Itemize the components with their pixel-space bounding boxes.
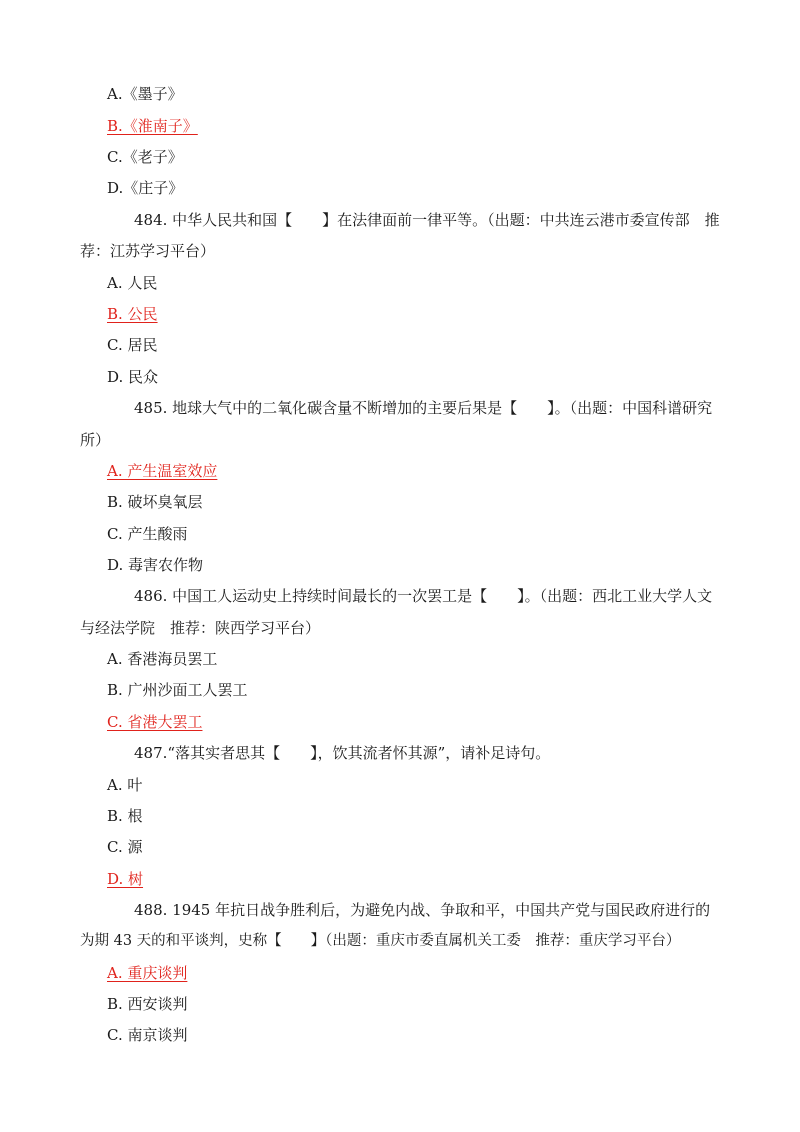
q485-option-d: D. 毒害农作物 [107, 556, 204, 574]
question-484-line2: 荐：江苏学习平台） [80, 242, 216, 260]
q488-option-b: B. 西安谈判 [107, 995, 188, 1013]
question-488-line1: 488. 1945 年抗日战争胜利后，为避免内战、争取和平，中国共产党与国民政府进行的 [134, 901, 711, 919]
q485-option-b: B. 破坏臭氧层 [107, 493, 203, 511]
q488-option-c: C. 南京谈判 [107, 1026, 188, 1044]
question-484-line1: 484. 中华人民共和国【 】在法律面前一律平等。（出题：中共连云港市委宣传部 推 [134, 211, 720, 229]
q486-option-c-answer: C. 省港大罢工 [107, 713, 203, 731]
prev-option-a: A.《墨子》 [107, 85, 183, 103]
q487-option-a: A. 叶 [107, 776, 143, 794]
q487-option-d-answer: D. 树 [107, 870, 144, 888]
q486-option-a: A. 香港海员罢工 [107, 650, 218, 668]
question-488-line2: 为期 43 天的和平谈判，史称【 】（出题：重庆市委直属机关工委 推荐：重庆学习平台） [80, 933, 681, 949]
q484-option-b-answer: B. 公民 [107, 305, 158, 323]
q484-option-a: A. 人民 [107, 274, 158, 292]
question-487-line1: 487.“落其实者思其【 】，饮其流者怀其源”，请补足诗句。 [134, 744, 551, 762]
q485-option-a-answer: A. 产生温室效应 [107, 462, 218, 480]
q484-option-c: C. 居民 [107, 336, 158, 354]
q487-option-c: C. 源 [107, 838, 143, 856]
q485-option-c: C. 产生酸雨 [107, 525, 188, 543]
question-485-line1: 485. 地球大气中的二氧化碳含量不断增加的主要后果是【 】。（出题：中国科谱研究 [134, 399, 713, 417]
q484-option-d: D. 民众 [107, 368, 159, 386]
q488-option-a-answer: A. 重庆谈判 [107, 964, 188, 982]
q486-option-b: B. 广州沙面工人罢工 [107, 681, 248, 699]
question-486-line2: 与经法学院 推荐：陕西学习平台） [80, 619, 321, 637]
prev-option-b-answer: B.《淮南子》 [107, 117, 198, 135]
question-486-line1: 486. 中国工人运动史上持续时间最长的一次罢工是【 】。（出题：西北工业大学人文 [134, 587, 713, 605]
prev-option-c: C.《老子》 [107, 148, 183, 166]
q487-option-b: B. 根 [107, 807, 143, 825]
question-485-line2: 所） [80, 431, 111, 449]
prev-option-d: D.《庄子》 [107, 179, 184, 197]
